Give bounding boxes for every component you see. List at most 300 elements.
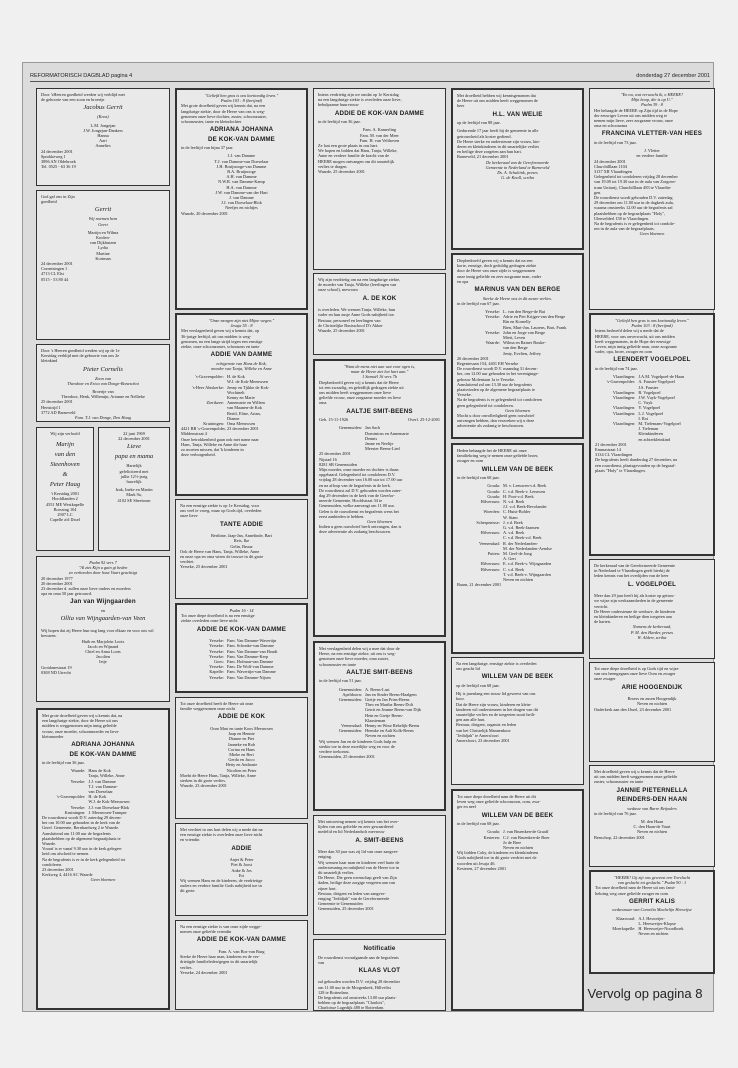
- notice-text: schoonzuster, tante en kleindochter: [181, 119, 242, 125]
- subtitle: echtgenote van Hans de Kok,: [216, 360, 267, 366]
- date-line: Overl. 25-12-2001: [408, 417, 440, 423]
- notice-text: lijden van ons geliefde en zeer gewaardeerd: [318, 824, 394, 830]
- header-date: donderdag 27 december 2001: [636, 73, 710, 79]
- notice-text: van ons heengegaan onze lieve Oom en zwager: [594, 671, 676, 677]
- family-member: van Doeselaar: [88, 789, 113, 795]
- body-text: Gelegenheid tot condoleren vrijdag 28 december: [594, 174, 678, 180]
- body-text: eniging.: [318, 854, 332, 860]
- notice-text: HEERE, voor ons onverwacht, uit ons midden: [595, 333, 675, 339]
- date-line: Waarde, 23 december 2001: [180, 783, 227, 789]
- family-place: [319, 733, 365, 738]
- address-line: 21 december 2001: [595, 441, 627, 447]
- subtitle: Theodoor en Erica van Donge-Boneschot: [67, 380, 139, 386]
- family-member: H. de Kok: [88, 794, 107, 800]
- family-member: H. Heesweijer-Noordhoek: [638, 925, 684, 931]
- notice-text: Wij hopen dat zij Heere hun nog lang voor elkaar en voor ons wil: [41, 628, 154, 634]
- notice-text: genomen onze lieve dochter, zuster, schoonzuster,: [181, 113, 267, 119]
- family-member: Gerrit en Jeanne Beens-van Dijk: [364, 707, 422, 713]
- address-line: Grotdanestraat 19: [41, 664, 72, 670]
- family-place: Yerseke:: [209, 674, 224, 680]
- notice-text: Met verslagenheid geven wij u kennis dat, op: [181, 328, 260, 334]
- subtitle: Zoon van: [94, 375, 112, 381]
- family-member: A. Gert: [502, 556, 516, 562]
- family-member: Anke & Jos: [231, 867, 252, 873]
- age-line: in de leeftijd van 68 jaar.: [457, 821, 500, 827]
- notice-text: de geboorte van een zoon en broertje: [41, 97, 105, 103]
- body-text: eerst aanbieden te hebben.: [319, 513, 365, 519]
- family-member: W.J. de Kok-Meeuwsen: [226, 379, 269, 385]
- body-text: en na afloop van de begrafenis in de kerk.: [319, 482, 391, 488]
- notice-text: heer: [457, 103, 465, 109]
- body-text: Wij wensen Hans en de kinderen, de verdrietige: [180, 877, 263, 883]
- subtitle: (Koos): [97, 114, 109, 120]
- notice-text: familiekring weg te nemen onze geliefde broer,: [457, 453, 539, 459]
- body-text: koor.: [456, 696, 465, 702]
- notice-text: kleinmoeder: [42, 733, 64, 739]
- body-text: daden, heilige deze zorgige vergeten aan van: [318, 880, 396, 886]
- family-place: Vlaardingen:: [612, 389, 636, 395]
- bible-verse: Psalm 92 vers 7: [89, 560, 117, 565]
- age-line: in de leeftijd van bijna 37 jaar.: [181, 145, 234, 151]
- signature: De kerkeraad van de Gereformeerde: [486, 159, 549, 165]
- person-name: ADDIE DE KOK-VAN DAMME: [334, 109, 425, 117]
- family-member: Fam. Van Damme-van Houdt: [226, 648, 278, 654]
- header-rule: [30, 81, 710, 82]
- family-member: J.S. Fauster: [638, 384, 659, 390]
- person-name: WILLEM VAN DE BEEK: [481, 811, 554, 819]
- family-place: [595, 437, 638, 442]
- body-text: zal gehouden worden D.V. vrijdag 28 december: [318, 979, 401, 985]
- family-place: Woerden:: [483, 509, 500, 515]
- person-name: KLAAS VLOT: [358, 966, 401, 974]
- notice-text: 36-jarige leeftijd, uit ons midden is weg-: [181, 333, 252, 339]
- notice-text: Tot onze diepe droefheid is na een ernstige: [181, 613, 255, 619]
- heading-text: Lieve: [126, 443, 142, 451]
- notice-text: Met droefheid hebben wij kennisgenomen dat: [457, 93, 536, 98]
- date-line: 4713 CL Elst: [41, 271, 64, 277]
- person-name: TANTE ADDIE: [219, 520, 264, 528]
- body-text: Gelen is de rouwdienst en begrafenis wens het: [319, 508, 399, 514]
- body-text: gebouw Molentaan 1a te Yerseke.: [457, 376, 515, 382]
- date-line: Sprokkeweg 1: [41, 153, 66, 159]
- body-text: Hans, Tanja, Willeke en Anne die haar: [181, 441, 247, 447]
- signature: Fam. T.J. van Donge, Den Haag: [75, 415, 131, 421]
- family-member: C. v.d. Beek-v. Leeuwen: [502, 488, 546, 494]
- family-member: Fam. H. van Velthoven: [359, 137, 400, 143]
- address-line: 26 december 2001: [457, 355, 489, 361]
- notice-c3-b4: [313, 641, 446, 811]
- family-member: Wilma en Rainer Bouke-: [502, 340, 546, 346]
- person-name: WILLEM VAN DE BEEK: [481, 673, 554, 681]
- bible-verse: van geslacht tot geslacht." Psalm 90 : 1: [617, 880, 687, 886]
- notice-text: in Nederland te Vlaardingen geeft hierbij de: [594, 568, 670, 574]
- family-member: A. Beens-Last: [364, 686, 390, 692]
- family-member: M. den Haan: [640, 819, 664, 825]
- body-text: Vooraf is er vanaf 9.30 uur in de kerk gelegen-: [42, 846, 123, 852]
- subtitle: Wij noemen hem: [88, 216, 118, 222]
- family-place: Waarde:: [485, 340, 500, 346]
- notice-c1-b3: [36, 344, 170, 422]
- family-member: J. van Damme: [229, 195, 254, 201]
- family-member: J. van Bruenken-de Graaff: [502, 829, 549, 835]
- family-member: J. Vletter: [644, 148, 660, 154]
- date-line: 25 december 2001: [41, 399, 73, 405]
- family-place: Genemuiden:: [338, 425, 362, 431]
- body-text: een rouwdienst, plaatsgevonden op de begraaf-: [595, 462, 676, 468]
- family-member: Fam. Wavertijn-van Damme: [226, 669, 276, 675]
- family-member: W. Stam: [502, 514, 518, 520]
- engagement-notice: [36, 427, 94, 551]
- date-line: Hertstrijd 1: [41, 404, 61, 410]
- family-member: Berthine, Jaap-Jan, Annelinde, Bart: [210, 533, 273, 539]
- family-member: Bien, Mart-Jan, Laurens, Bart, Frank: [502, 324, 567, 330]
- notice-text: een langdurige ziekte, door de Heere uit ons: [42, 718, 118, 724]
- body-text: de Christelijke Basisschool D'r Akker: [318, 322, 383, 328]
- family-member: Oom Mart en tante Koos Meeuwsen: [210, 725, 273, 731]
- notice-text: Met droefheid geven wij u kennis dat de Heere: [594, 769, 675, 774]
- family-member: Fam. A. Kamerling: [362, 127, 397, 133]
- notice-text: God gaf ons in Zijn: [41, 194, 75, 199]
- notice-text: een ernstige ziekte is overleden onze lieve nicht: [180, 832, 263, 838]
- address-line: Nijstad 16: [319, 456, 337, 462]
- family-place: Gouda:: [487, 493, 500, 499]
- address-line: 4551 ME Westkapelle: [45, 501, 84, 507]
- notice-text: onze lieve: [180, 513, 198, 519]
- notice-text: liekring weg onze geliefde zwager en oom: [595, 890, 669, 896]
- date-line: 22 juni 1969: [123, 431, 145, 436]
- notice-text: ons midden heeft weggenomen onze lieve: [319, 390, 392, 396]
- signature: W. Alderr, scriba: [637, 634, 667, 640]
- family-member: T.J. van Damme-van Doeselaar: [214, 158, 269, 164]
- family-member: Nicolien en Peter: [226, 767, 257, 773]
- notice-text: nemen mijn lieve, zeer zorgzame vrouw, onze: [594, 118, 673, 124]
- body-text: Na de begrafenis is er in de kerk gelegenheid tot: [42, 856, 126, 862]
- bible-verse: Psalm 103 : 8 (berijmd): [631, 323, 673, 329]
- notice-text: Na een ernstige ziekte is op 1e Kerstdag, voor: [180, 503, 260, 508]
- person-name: AALTJE SMIT-BEENS: [346, 668, 413, 676]
- family-row: [181, 675, 302, 680]
- person-name: &: [62, 471, 68, 479]
- body-text: zo moeten missen, dat 'k kinderen in: [181, 446, 244, 452]
- age-line: op de leeftijd van 68 jaar.: [456, 682, 500, 688]
- address-line: Borssing 104: [53, 506, 77, 512]
- notice-text: midden is weggenomen mijn innig geliefde: [42, 723, 117, 729]
- family-member: J.W. van Damme-van der Hart: [215, 189, 268, 195]
- family-member: Neven en nichten: [502, 844, 534, 850]
- body-text: Geref. Gemeente, Bernhardweg 2 te Waarde.: [42, 825, 120, 831]
- family-member: Jo de Bree: [502, 839, 522, 845]
- person-name: Gerrit: [94, 206, 112, 214]
- body-text: opgebaard. Gelegenheid tot condoleren D.V.: [319, 472, 396, 478]
- family-member: Neven en nichten: [636, 829, 668, 835]
- family-place: Zierikzee:: [206, 400, 224, 406]
- family-member: Jenny en Tjikke de Kok-: [226, 384, 270, 390]
- body-text: is overleden. We wensen Tanja, Willeke, hun: [318, 307, 396, 313]
- date-line: Barneveld, 21 december 2001: [457, 154, 509, 160]
- notice-text: Met grote droefheid geven wij kennis dat, na een: [181, 103, 266, 109]
- bible-verse: Psalm 16 - 14: [229, 608, 254, 613]
- family-place: Gouda:: [487, 829, 500, 835]
- family-place: Yerseke:: [70, 804, 86, 810]
- notice-text: onze school), mevrouw: [318, 287, 359, 293]
- family-member: Broertje van: [92, 389, 114, 395]
- family-member: Tanja, Willeke, Anne: [88, 773, 125, 779]
- family-member: M. Geel-de Jong: [502, 550, 532, 556]
- body-text: smartelijke verlies en de toegeeten nooit heili-: [456, 711, 536, 717]
- body-text: "Jedidjah" te Amersfoort: [456, 732, 499, 738]
- date-line: Yerseke, 24 december 2001: [180, 969, 228, 975]
- person-name: FRANCINA VLETTER-VAN HEES: [601, 130, 703, 138]
- family-member: Jacolien: [95, 654, 111, 660]
- body-text: Onze betrokkenheid gaan ook met name naar: [181, 436, 259, 442]
- family-member: Reis, Ike: [233, 538, 250, 544]
- family-member: Theo en Martha Beens-Dolt: [364, 702, 414, 708]
- family-member: Huib en Marjolein Loots: [81, 638, 125, 644]
- family-member: Kortman: [95, 255, 111, 261]
- body-text: van het Christelijk Mannenkoor: [456, 727, 511, 733]
- body-text: dit smartelijk verlies.: [318, 869, 355, 875]
- family-place: Kesteren:: [483, 834, 500, 840]
- person-name: van den: [54, 451, 76, 459]
- notice-text: leven weg onze geliefde schoonzoon, oom, zwa-: [457, 799, 541, 805]
- notice-text: Met ontroering nemen wij kennis van het over-: [318, 819, 399, 824]
- family-member: J.J. van Damme: [227, 153, 256, 159]
- body-text: vader en hun zusje Anne Gods nabijheid toe.: [318, 312, 395, 318]
- family-member: Neven en nichten: [636, 701, 668, 707]
- address-line: 4421 BR 's-Gravenpolder, 23 december 2001: [181, 426, 259, 432]
- notice-text: langdurige ziekte, door de Heere van ons is weg-: [181, 108, 266, 114]
- notice-c2-b1: [175, 88, 308, 310]
- person-name: LEENDERT VOGELPOEL: [613, 356, 691, 364]
- family-member: Hans de Kok: [88, 768, 111, 774]
- notice-text: Met verdriet in ons hart delen wij u mede dat na: [180, 827, 263, 832]
- date-line: 3896 AN Oldebroek: [41, 159, 76, 165]
- date-line: Ouderkerk aan den IJssel, 23 december 2001: [594, 706, 672, 712]
- family-place: Kapelle:: [209, 669, 224, 675]
- family-member: W.J. de Kok-Meeuwsen: [88, 799, 130, 805]
- body-text: Yerseke.: [457, 392, 472, 398]
- body-text: verricht.: [594, 603, 609, 609]
- body-text: drietigde familieleden/gegen in dit smartelijk: [180, 959, 258, 965]
- family-member: C. v.d. Beek: [502, 566, 525, 572]
- family-member: J. Meeuwsen-Tramper: [88, 809, 127, 815]
- person-name: Marijn: [55, 441, 75, 449]
- family-member: Jaap en Hennie: [228, 731, 255, 737]
- body-text: De Heere sterke en ondersteune zijn vrouw, kin-: [457, 138, 541, 144]
- signature: Geen bloemen: [90, 877, 116, 883]
- family-member: Jenty, Evelien, Jeffrey: [502, 350, 542, 356]
- notice-c2-b7: [175, 920, 308, 1010]
- person-name: ARIE HOOGENDIJK: [621, 683, 683, 691]
- notice-c2-b5: [175, 697, 308, 819]
- bible-verse: Mijn hoop, die is op U.": [631, 97, 673, 103]
- body-text: Aansluitend zal om 13.30 uur de begrafenis: [457, 381, 533, 387]
- notice-text: Kerstdag verblijd met de geboorte van ons 2e: [41, 353, 120, 359]
- family-member: Corina en Hans: [228, 746, 255, 752]
- body-text: Hij is jarenlang een trouw lid geweest van ons: [456, 691, 536, 697]
- family-member: A.J. Hesweijer-: [638, 915, 666, 921]
- body-text: en onze opa en oma wiens de trouwe in dit grote: [180, 553, 264, 559]
- family-place: Gouda:: [487, 488, 500, 494]
- person-name: Pieter Cornelis: [83, 365, 123, 373]
- family-place: Yerseke:: [485, 308, 500, 314]
- body-text: om 11.00 uur in de Morgenkerk, Hillvelist: [318, 984, 391, 990]
- family-member: van Dijkhuizen: [89, 240, 117, 246]
- family-member: R. der Nederlanden-: [502, 540, 538, 546]
- family-member: Lydia: [98, 245, 108, 251]
- family-member: Henny en Wout Rebelijk-Beens: [364, 722, 420, 728]
- notice-c5-b4: [589, 662, 715, 762]
- body-text: Charloisse Lagedijk 480 te Rotterdam.: [318, 1005, 385, 1011]
- body-text: Meer dan 30 jaar was zij lid van onze zangver-: [318, 849, 399, 855]
- family-member: Annemarie en Willem: [226, 400, 265, 406]
- notice-text: Door 'sHeeren goedheid werden wij verblijd met: [41, 92, 125, 97]
- family-member: Gelin, Bruuz: [230, 543, 253, 549]
- family-member: Jan Sach: [364, 425, 381, 431]
- family-place: Yerseke:: [485, 314, 500, 320]
- age-line: in de leeftijd van 74 jaar.: [595, 365, 638, 371]
- notice-text: kleinkind: [41, 358, 58, 364]
- deceased-name: REINDERS-DEN HAAN: [616, 796, 688, 804]
- date-line: Baarn, 21 december 2001: [457, 582, 502, 588]
- family-member: Eri: [238, 872, 245, 878]
- family-member: Dianne: [226, 415, 240, 421]
- notice-text: gefeliciteerd met: [119, 468, 149, 474]
- notice-c4-b4: [451, 657, 584, 785]
- family-member: Piet & Joost: [230, 862, 252, 868]
- notice-text: oma en schoonoma: [594, 123, 628, 129]
- signature: Geen bloemen: [367, 518, 392, 524]
- family-member: Jan en Sinder Beens-Haalgem: [364, 691, 417, 697]
- body-text: De Heere ondersteune de weduwe, de kinderen: [594, 608, 676, 614]
- body-text: plaatshebben op de algemene begraafplaats te: [42, 835, 121, 841]
- family-place: Apeldoorn:: [342, 691, 362, 697]
- body-text: ouders en verdere familie Gods nabijheid toe in: [180, 883, 262, 889]
- body-text: Bestuur, dirigent en leden van zangver-: [318, 890, 386, 896]
- subtitle: weduwnaar van Cornelia Machelijn Heesvijse: [612, 907, 692, 913]
- family-member: Miett, Leven: [502, 334, 526, 340]
- family-member: Klaasteman: [364, 717, 386, 723]
- anniversary-notice: [98, 427, 170, 551]
- notice-text: Na een langdurige, ernstige ziekte is overleden: [456, 661, 537, 666]
- person-name: ADDIE: [231, 844, 252, 852]
- deceased-name: ADRIANA JOHANNA: [209, 126, 274, 134]
- family-place: Vlaardingen:: [612, 394, 636, 400]
- body-text: De rouwdienst wordt D.V. zaterdag 29 decem-: [42, 815, 122, 821]
- family-place: Kruiningen:: [64, 809, 86, 815]
- date-line: Amersfoort, 23 december 2001: [456, 737, 510, 743]
- notice-text: Tot onze diepe droefheid is op Gods tijd en wijze: [594, 666, 679, 671]
- bible-verse: "Al ziet Kijn u gain gi heden: [78, 565, 128, 571]
- family-member: Fam. De Wolf-van Damme: [226, 664, 274, 670]
- family-place: Genemuiden:: [338, 686, 362, 692]
- family-place: Vlaardingen:: [612, 410, 636, 416]
- family-member: Dianne en Piet: [228, 736, 255, 742]
- family-member: Meester Beens-Lied: [364, 446, 400, 452]
- date-line: Benschop, 22 december 2001: [594, 834, 645, 840]
- notice-text: Diepbedroefd geven wij u kennis dat de Heere: [319, 379, 399, 385]
- family-place: Vlaardingen:: [612, 420, 636, 426]
- person-name: L. VOGELPOEL: [627, 580, 677, 588]
- body-text: eniging "Jedidjah" van de Gereformeerde: [318, 895, 390, 901]
- body-text: De begrafenis heeft donderdag 27 december, na: [595, 457, 678, 463]
- date-line: Cornetsingen 1: [41, 266, 68, 272]
- notice-text: genomen onze lieve moeder, oma zuster,: [319, 656, 389, 662]
- date-line: Kesteren, 27 december 2001: [457, 865, 507, 871]
- notice-text: ziekte overleden onze lieve nicht: [181, 618, 238, 624]
- body-text: Ook de Heere van Hans, Tanja, Willeke, Anne: [180, 548, 260, 554]
- notice-c2-b6: [175, 823, 308, 916]
- age-line: in de leeftijd van 67 jaar.: [457, 300, 500, 306]
- body-text: van 19.00 tot 19.30 uur in de aula van Zorgcen-: [594, 179, 676, 185]
- date-line: Geb. 15-11-1926: [319, 417, 349, 423]
- notice-text: medelid en lid Nederlandsch mevrouw: [318, 829, 385, 835]
- family-member: Aart: [99, 138, 107, 144]
- notice-c1-b6: [36, 708, 170, 1010]
- notice-text: zwager en oom: [457, 458, 484, 464]
- age-line: in de leeftijd van 36 jaar.: [318, 119, 361, 125]
- family-member: Fam. A. van Bos-van Burg: [218, 948, 265, 954]
- family-member: Kleinkinderen: [638, 431, 663, 437]
- body-text: Na de begrafenis is er gelegenheid tot condoleren: [457, 397, 543, 403]
- body-text: Mijn moeder, onze moeder en dochter is thans: [319, 466, 399, 472]
- notice-text: De rouwdienst voorafgaande aan de begrafenis: [318, 954, 399, 960]
- notice-text: Met verslagenheid delen wij u mee dat door de: [319, 646, 400, 651]
- notice-text: en vriendin: [180, 837, 200, 843]
- family-member: Ietje: [99, 659, 107, 665]
- bible-verse: Jesaja 55 : 8: [230, 323, 253, 329]
- date-line: 20 december 1977: [41, 575, 73, 581]
- family-row: [595, 931, 709, 936]
- family-member: Bertil, Eline, Arian,: [226, 410, 261, 416]
- family-place: Putten:: [487, 550, 500, 556]
- signature: Geen bloemen: [505, 407, 530, 413]
- body-text: plaats "Holy" te Vlaardingen.: [595, 467, 646, 473]
- notice-text: Door 's Heeren goedheid werden wij op de 1e: [41, 348, 120, 353]
- family-place: [457, 351, 503, 356]
- family-place: Yerseke:: [209, 653, 224, 659]
- notice-text: leden kennis van het overlijden van de heer: [594, 573, 669, 579]
- subtitle: Geert: [98, 221, 108, 227]
- family-member: T. v.d. Beek-v. Wijngaarden: [502, 571, 551, 577]
- family-member: Mieke en Bert: [229, 751, 254, 757]
- family-place: Genemuiden:: [338, 728, 362, 734]
- notice-text: door de Heere van onze zijde is weggenomen: [457, 268, 536, 274]
- notice-text: ziekte, onze schoonzuster, schoonzus en tante: [181, 344, 260, 350]
- address-line: 25 december 2001: [319, 451, 351, 457]
- date-line: 3772 AD Barneveld: [41, 409, 76, 415]
- bible-verse: 1 Samuël 16 vers 7b: [362, 374, 397, 380]
- notice-text: Met grote droefheid geven wij u kennis dat, na: [42, 713, 123, 718]
- notice-c2-b4: [175, 603, 308, 693]
- notice-c3-b1: [313, 88, 446, 270]
- age-line: in de leeftijd van 68 jaar.: [457, 475, 500, 481]
- deceased-name: DE KOK-VAN DAMME: [69, 750, 137, 758]
- family-place: 's-Heer Abtskerke:: [192, 384, 224, 390]
- notice-text: van: [318, 959, 325, 965]
- notice-c3-b3: [313, 359, 446, 637]
- body-text: Waarde.: [42, 841, 57, 847]
- notice-text: deze advertentie als zodanig beschouwen.: [319, 529, 391, 535]
- subtitle: Sterke de Heere ons in dit zware verlies.: [482, 295, 553, 301]
- family-place: Veenendaal:: [478, 540, 500, 546]
- family-member: J.W. Vuyk-Vogelpoel: [638, 394, 675, 400]
- family-member: Martijn en Wilma: [87, 229, 119, 235]
- notice-c4-b5: [451, 789, 584, 1011]
- signature: Namens de kerkeraad,: [632, 624, 672, 630]
- notice-text: ger en neef: [457, 804, 477, 810]
- family-member: M. der Nederlanden-Aendse: [502, 545, 552, 551]
